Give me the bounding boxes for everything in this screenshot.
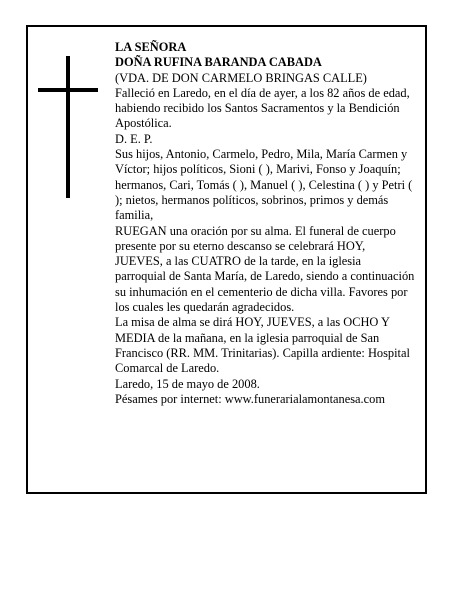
title-line: LA SEÑORA (115, 40, 187, 54)
condolences-line: Pésames por internet: www.funerarialamontanesa.com (115, 391, 385, 406)
widow-of-line: (VDA. DE DON CARMELO BRINGAS CALLE) (115, 70, 367, 85)
cross-icon (38, 56, 98, 198)
funeral-paragraph: RUEGAN una oración por su alma. El funeral de cuerpo presente por su eterno descanso se celebrará HOY, JUEVES, a las CUATRO de la tarde, en la iglesia parroquial de Santa María, de Laredo, siendo a continuación su inhumación en el cementerio de dicha villa. Favores por los cuales les quedarán agradecidos. (115, 223, 415, 315)
cross-vertical-bar (66, 56, 70, 198)
deceased-name: DOÑA RUFINA BARANDA CABADA (115, 55, 322, 70)
date-line: Laredo, 15 de mayo de 2008. (115, 376, 260, 391)
obituary-notice (26, 25, 427, 494)
rip-line: D. E. P. (115, 131, 153, 146)
family-paragraph: Sus hijos, Antonio, Carmelo, Pedro, Mila, María Carmen y Víctor; hijos políticos, Sioni ( ), Marivi, Fonso y Joaquín; hermanos, Cari, Tomás ( ), Manuel ( ), Celestina ( ) y Petri ( ); nietos, hermanos políticos, sobrinos, primos y demás familia, (115, 147, 413, 223)
obituary-text (115, 40, 415, 407)
cross-horizontal-bar (38, 88, 98, 92)
death-paragraph: Falleció en Laredo, en el día de ayer, a los 82 años de edad, habiendo recibido los Santos Sacramentos y la Bendición Apostólica. (115, 85, 410, 131)
mass-paragraph: La misa de alma se dirá HOY, JUEVES, a las OCHO Y MEDIA de la mañana, en la iglesia parroquial de San Francisco (RR. MM. Trinitarias). Capilla ardiente: Hospital Comarcal de Laredo. (115, 315, 410, 376)
